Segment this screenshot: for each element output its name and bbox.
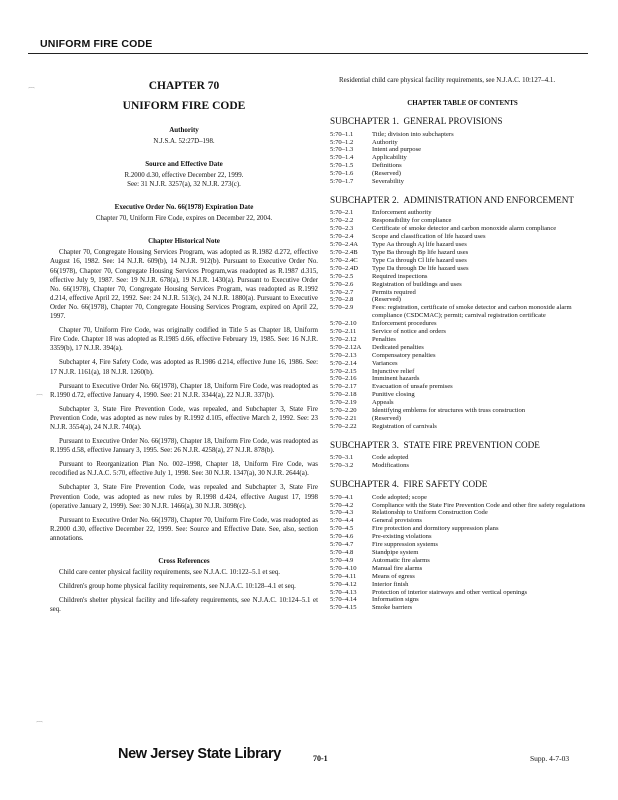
toc-entry (330, 399, 595, 407)
section-number: 5:70–4.14 (330, 596, 357, 604)
subchapter-label: SUBCHAPTER 1. (330, 116, 399, 127)
section-number: 5:70–1.3 (330, 146, 354, 154)
section-title: Evacuation of unsafe premises (372, 383, 453, 391)
right-column (330, 77, 595, 612)
toc-entry (330, 589, 595, 597)
exec-order-text: Chapter 70, Uniform Fire Code, expires on December 22, 2004. (95, 215, 273, 223)
section-title: Fire protection and dormitory suppression plans (372, 525, 499, 533)
section-title: (Reserved) (372, 170, 401, 178)
section-title: Information signs (372, 596, 419, 604)
section-number: 5:70–4.11 (330, 572, 357, 580)
toc-entry (330, 296, 595, 304)
section-title: Service of notice and orders (372, 328, 446, 336)
section-title: Identifying emblems for structures with truss construction (372, 407, 526, 415)
toc-entry (330, 517, 595, 525)
history-paragraph: Subchapter 3, State Fire Prevention Code, was repealed, and Subchapter 3, State Fire Prevention Code, was adopted as new rules by R.1992 d.105, effective March 2, 1992. See: 23 N.J.R. 3554(a), 24 N.J.R. 740(a). (50, 405, 318, 431)
section-title: Relationship to Uniform Construction Code (372, 509, 488, 517)
toc-entry (330, 596, 595, 604)
toc-entry (330, 209, 595, 217)
section-number: 5:70–2.18 (330, 391, 357, 399)
subchapter-heading (330, 116, 595, 127)
section-number: 5:70–4.2 (330, 501, 354, 509)
section-number: 5:70–4.13 (330, 588, 357, 596)
header-rule (28, 53, 588, 54)
history-paragraph: Pursuant to Reorganization Plan No. 002–1998, Chapter 18, Uniform Fire Code, was recodified as N.J.A.C. 5:70, effective July 1, 1998. See: 30 N.J.R. 1347(a), 30 N.J.R. 2644(a). (50, 461, 318, 478)
toc-entry (330, 233, 595, 241)
toc-entry (330, 462, 595, 470)
toc-entry (330, 225, 595, 233)
section-number: 5:70–2.1 (330, 209, 354, 217)
section-number: 5:70–2.9 (330, 304, 354, 312)
toc-entry (330, 375, 595, 383)
section-title: Code adopted; scope (372, 493, 427, 501)
subchapter-label: SUBCHAPTER 3. (330, 439, 399, 450)
cross-reference: Children's shelter physical facility and life-safety requirements, see N.J.A.C. 10:124–5.1 et seq. (50, 597, 318, 614)
toc-entry (330, 391, 595, 399)
section-number: 5:70–4.6 (330, 533, 354, 541)
section-title: Title; division into subchapters (372, 130, 454, 138)
toc-entry (330, 581, 595, 589)
history-paragraph: Chapter 70, Uniform Fire Code, was originally codified in Title 5 as Chapter 18, Uniform Fire Code. Chapter 18 was adopted as R.1985 d.66, effective February 19, 1985. See: 16 N.J.R. 3359(b), 17 N.J.R. 394(a). (50, 327, 318, 353)
cross-reference-continued: Residential child care physical facility requirements, see N.J.A.C. 10:127–4.1. (339, 77, 556, 84)
history-heading: Chapter Historical Note (148, 237, 220, 246)
toc-entry (330, 257, 595, 265)
section-number: 5:70–2.8 (330, 296, 354, 304)
section-number: 5:70–2.2 (330, 217, 354, 225)
toc-entry (330, 454, 595, 462)
section-title: Compensatory penalties (372, 351, 436, 359)
section-number: 5:70–2.4 (330, 233, 354, 241)
toc-entry (330, 565, 595, 573)
source-heading: Source and Effective Date (145, 160, 223, 169)
section-number: 5:70–4.1 (330, 493, 354, 501)
section-number: 5:70–1.2 (330, 138, 354, 146)
section-number: 5:70–1.1 (330, 130, 354, 138)
section-number: 5:70–4.15 (330, 604, 357, 612)
margin-mark: ⌒ (36, 721, 43, 729)
toc-entry (330, 557, 595, 565)
toc-entry (330, 502, 595, 510)
section-title: Penalties (372, 335, 396, 343)
history-paragraph: Pursuant to Executive Order No. 66(1978), Chapter 70, Uniform Fire Code, was readopted as R.2000 d.30, effective December 22, 1999. See: Source and Effective Date. See, also, section annotations. (50, 516, 318, 542)
library-stamp: New Jersey State Library (118, 746, 281, 762)
section-title: General provisions (372, 517, 422, 525)
cross-reference: Children's group home physical facility requirements, see N.J.A.C. 10:128–4.1 et seq. (59, 583, 296, 591)
section-title: Scope and classification of life hazard uses (372, 233, 486, 241)
section-title: Modifications (372, 462, 409, 470)
section-title: Variances (372, 359, 398, 367)
toc-entry (330, 328, 595, 336)
toc-entry (330, 217, 595, 225)
section-number: 5:70–2.12A (330, 343, 362, 351)
section-title: Punitive closing (372, 391, 415, 399)
section-number: 5:70–3.2 (330, 462, 354, 470)
section-title: Enforcement authority (372, 209, 432, 217)
subchapter-title: GENERAL PROVISIONS (403, 116, 503, 127)
table-of-contents (330, 116, 595, 612)
section-title: Type Aa through Aj life hazard uses (372, 241, 467, 249)
chapter-number: CHAPTER 70 (148, 80, 220, 92)
section-title: Means of egress (372, 572, 415, 580)
section-title: Intent and purpose (372, 146, 422, 154)
section-number: 5:70–1.7 (330, 178, 354, 186)
section-title: Applicability (372, 154, 407, 162)
toc-entry (330, 494, 595, 502)
section-number: 5:70–4.8 (330, 548, 354, 556)
toc-entry (330, 241, 595, 249)
history-paragraph: Chapter 70, Congregate Housing Services Program, was adopted as R.1982 d.272, effective August 16, 1982. See: 14 N.J.R. 609(b), 14 N.J.R. 912(b). Pursuant to Executive Order No. 66(1978), Chapter 70, Congregate Housing Services Program,was readopted as R.1987 d.315, effective July 9, 1987. See: 19 N.J.R. 678(a), 19 N.J.R. 1430(a). Pursuant to Executive Order No. 66(1978), Chapter 70, Congregate Housing Services Program, was readopted as R.1992 d.214, effective April 22, 1992. See: 24 N.J.R. 513(c), 24 N.J.R. 1880(a). Pursuant to Executive Order No. 66(1978), Chapter 70, Congregate Housing Services Program, expired on April 22, 1997. (50, 249, 318, 321)
subchapter-title: ADMINISTRATION AND ENFORCEMENT (403, 194, 574, 205)
supplement-date: Supp. 4-7-03 (530, 754, 570, 763)
section-number: 5:70–2.21 (330, 415, 357, 422)
toc-entry (330, 383, 595, 391)
section-number: 5:70–2.4B (330, 248, 358, 256)
subchapter-title: FIRE SAFETY CODE (403, 479, 488, 490)
section-number: 5:70–4.4 (330, 517, 354, 525)
subchapter-title: STATE FIRE PREVENTION CODE (403, 439, 540, 450)
subchapter-heading (330, 440, 595, 451)
subchapter-label: SUBCHAPTER 4. (330, 479, 399, 490)
authority-heading: Authority (169, 126, 199, 134)
section-title: Dedicated penalties (372, 343, 424, 351)
toc-entry (330, 415, 595, 423)
section-title: Authority (372, 138, 398, 146)
toc-entry (330, 423, 595, 431)
history-notes (50, 248, 318, 543)
section-title: Appeals (372, 399, 394, 407)
toc-entry (330, 320, 595, 328)
section-title: Code adopted (372, 454, 409, 462)
section-title: Fees: registration, certificate of smoke detector and carbon monoxide alarm compliance (CSDCMAC); permit; carnival registration certificate (372, 304, 572, 320)
section-title: Injunctive relief (372, 367, 415, 375)
section-number: 5:70–2.7 (330, 288, 354, 296)
section-title: Compliance with the State Fire Prevention Code and other fire safety regulations (372, 501, 586, 509)
toc-entry (330, 549, 595, 557)
section-number: 5:70–2.16 (330, 375, 357, 383)
section-number: 5:70–1.4 (330, 154, 354, 162)
toc-entry (330, 154, 595, 162)
toc-entry (330, 336, 595, 344)
section-number: 5:70–2.11 (330, 328, 357, 336)
page-number: 70-1 (313, 754, 328, 763)
section-title: Permits required (372, 288, 416, 296)
margin-mark: ⌒ (28, 87, 35, 95)
subchapter-heading (330, 479, 595, 490)
section-number: 5:70–2.10 (330, 320, 357, 328)
toc-entry (330, 162, 595, 170)
section-title: Type Da through De life hazard uses (372, 264, 469, 272)
subchapter-heading (330, 195, 595, 206)
toc-entry (330, 368, 595, 376)
section-number: 5:70–4.12 (330, 580, 357, 588)
section-title: Definitions (372, 162, 402, 170)
section-title: Fire suppression systems (372, 541, 438, 549)
section-number: 5:70–2.5 (330, 272, 354, 280)
section-number: 5:70–2.6 (330, 280, 354, 288)
toc-entry (330, 344, 595, 352)
toc-heading: CHAPTER TABLE OF CONTENTS (407, 99, 518, 108)
section-number: 5:70–2.13 (330, 351, 357, 359)
section-title: Type Ca through Cl life hazard uses (372, 256, 467, 264)
section-title: Pre-existing violations (372, 533, 432, 541)
section-number: 5:70–2.12 (330, 335, 357, 343)
toc-entry (330, 360, 595, 368)
toc-entry (330, 573, 595, 581)
toc-entry (330, 289, 595, 297)
section-number: 5:70–4.3 (330, 509, 354, 517)
section-title: Severability (372, 178, 404, 186)
source-line: See: 31 N.J.R. 3257(a), 32 N.J.R. 273(c). (127, 181, 241, 189)
section-title: Required inspections (372, 272, 428, 280)
section-title: Registration of buildings and uses (372, 280, 462, 288)
toc-entry (330, 352, 595, 360)
section-title: Manual fire alarms (372, 564, 423, 572)
section-title: Interior finish (372, 580, 409, 588)
section-number: 5:70–2.20 (330, 407, 357, 415)
section-number: 5:70–2.14 (330, 359, 357, 367)
section-title: Standpipe system (372, 548, 419, 556)
toc-entry (330, 273, 595, 281)
cross-references-heading: Cross References (158, 557, 210, 565)
history-paragraph: Subchapter 4, Fire Safety Code, was adopted as R.1986 d.214, effective June 16, 1986. See: 17 N.J.R. 1161(a), 18 N.J.R. 1260(b). (50, 359, 318, 376)
section-title: Registration of carnivals (372, 422, 437, 430)
section-number: 5:70–4.7 (330, 541, 354, 549)
toc-entry (330, 509, 595, 517)
section-number: 5:70–1.6 (330, 170, 354, 178)
section-title: Imminent hazards (372, 375, 420, 383)
toc-entry (330, 541, 595, 549)
toc-entry (330, 139, 595, 147)
margin-mark: ⌒ (36, 394, 43, 402)
section-title: Automatic fire alarms (372, 556, 430, 564)
toc-entry (330, 304, 595, 320)
section-title: (Reserved) (372, 296, 401, 304)
section-title: Type Ba through Bp life hazard uses (372, 248, 469, 256)
toc-entry (330, 265, 595, 273)
toc-entry (330, 407, 595, 415)
toc-entry (330, 533, 595, 541)
toc-entry (330, 249, 595, 257)
left-column (50, 80, 318, 619)
section-number: 5:70–4.5 (330, 525, 354, 533)
section-number: 5:70–2.3 (330, 225, 354, 233)
section-title: Responsibility for compliance (372, 217, 452, 225)
history-paragraph: Pursuant to Executive Order No. 66(1978), Chapter 18, Uniform Fire Code, was readopted as R.1995 d.58, effective January 3, 1995. See: 26 N.J.R. 4258(a), 27 N.J.R. 878(b). (50, 438, 318, 455)
chapter-title: UNIFORM FIRE CODE (122, 100, 246, 112)
section-number: 5:70–2.19 (330, 399, 357, 407)
section-number: 5:70–1.5 (330, 162, 354, 170)
section-number: 5:70–2.22 (330, 422, 357, 430)
section-number: 5:70–4.9 (330, 556, 354, 564)
exec-order-heading: Executive Order No. 66(1978) Expiration Date (114, 203, 254, 212)
section-title: Enforcement procedures (372, 320, 437, 328)
section-title: Protection of interior stairways and other vertical openings (372, 588, 528, 596)
subchapter-label: SUBCHAPTER 2. (330, 194, 399, 205)
cross-references (50, 568, 318, 614)
toc-entry (330, 178, 595, 186)
history-paragraph: Pursuant to Executive Order No. 66(1978), Chapter 18, Uniform Fire Code, was readopted as R.1990 d.72, effective January 4, 1990. See: 21 N.J.R. 3344(a), 22 N.J.R. 337(b). (50, 382, 318, 399)
section-title: Certificate of smoke detector and carbon monoxide alarm compliance (372, 225, 557, 233)
source-line: R.2000 d.30, effective December 22, 1999. (124, 172, 244, 180)
section-title: Smoke barriers (372, 604, 413, 612)
authority-text: N.J.S.A. 52:27D–198. (153, 138, 215, 145)
section-number: 5:70–2.4A (330, 241, 359, 249)
section-number: 5:70–2.15 (330, 367, 357, 375)
history-paragraph: Subchapter 3, State Fire Prevention Code, was repealed and Subchapter 3, State Fire Prevention Code, was adopted as new rules by R.1998 d.424, effective August 17, 1998 (operative January 2, 1999). See: 30 N.J.R. 1466(a), 30 N.J.R. 3098(c). (50, 484, 318, 510)
section-number: 5:70–2.4C (330, 256, 358, 264)
toc-entry (330, 525, 595, 533)
toc-entry (330, 604, 595, 612)
section-number: 5:70–3.1 (330, 454, 354, 462)
cross-reference: Child care center physical facility requirements, see N.J.A.C. 10:122–5.1 et seq. (59, 569, 281, 576)
toc-entry (330, 146, 595, 154)
toc-entry (330, 281, 595, 289)
toc-entry (330, 170, 595, 178)
section-number: 5:70–4.10 (330, 564, 357, 572)
running-head: UNIFORM FIRE CODE (40, 38, 153, 50)
section-number: 5:70–2.17 (330, 383, 357, 391)
section-title: (Reserved) (372, 415, 401, 422)
section-number: 5:70–2.4D (330, 264, 359, 272)
toc-entry (330, 131, 595, 139)
